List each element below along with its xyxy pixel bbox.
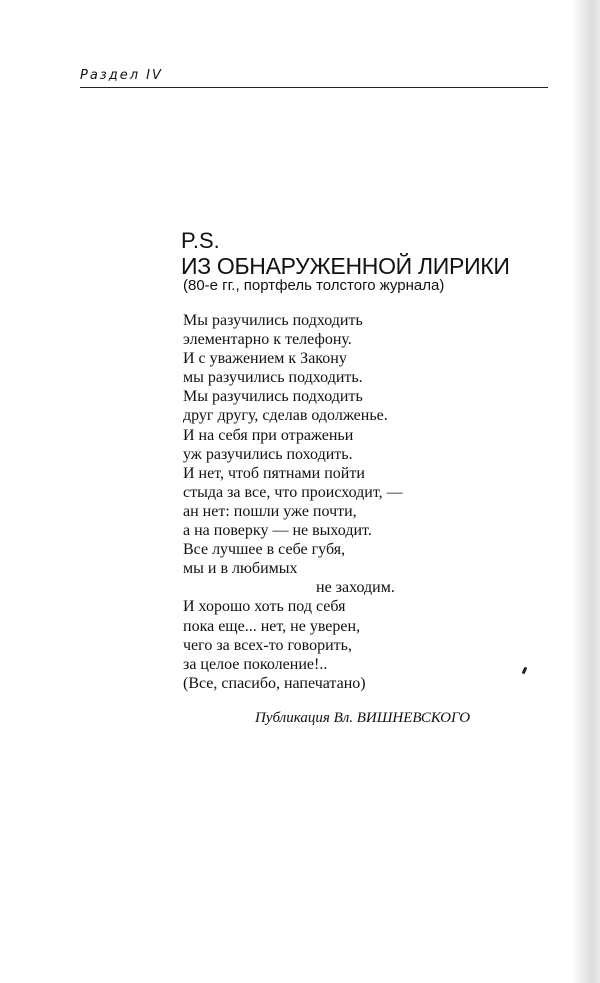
- poem-line: И на себя при отраженьи: [183, 426, 354, 444]
- poem-line: мы разучились подходить.: [183, 369, 363, 387]
- ps-heading: P.S.: [181, 228, 220, 253]
- publication-credit: Публикация Вл. ВИШНЕВСКОГО: [255, 710, 471, 726]
- poem-line: И нет, чтоб пятнами пойти: [183, 464, 365, 482]
- poem-subtitle: (80-е гг., портфель толстого журнала): [183, 277, 445, 294]
- poem-line: пока еще... нет, не уверен,: [183, 617, 361, 635]
- poem-line-indented: не заходим.: [316, 579, 395, 597]
- poem-title: ИЗ ОБНАРУЖЕННОЙ ЛИРИКИ: [181, 253, 510, 279]
- poem-line: И с уважением к Закону: [183, 350, 347, 368]
- ink-speck: [522, 667, 528, 675]
- poem-line: друг другу, сделав одолженье.: [183, 407, 388, 425]
- poem-line: Мы разучились подходить: [183, 388, 363, 406]
- running-head: Раздел IV: [80, 68, 163, 83]
- poem-line: за целое поколение!..: [183, 655, 328, 673]
- poem-line: Все лучшее в себе губя,: [183, 541, 346, 559]
- poem-line: чего за всех-то говорить,: [183, 636, 352, 654]
- poem-line: а на поверку — не выходит.: [183, 522, 372, 540]
- poem-line: Мы разучились подходить: [183, 312, 363, 329]
- poem-line: мы и в любимых: [183, 560, 298, 578]
- poem-line: элементарно к телефону.: [183, 331, 352, 349]
- page-edge-shadow: [572, 0, 600, 983]
- poem-body: [183, 311, 403, 693]
- poem-line: (Все, спасибо, напечатано): [183, 674, 366, 692]
- poem-line: ан нет: пошли уже почти,: [183, 502, 357, 520]
- poem-line: уж разучились походить.: [183, 445, 353, 463]
- header-rule: [80, 87, 548, 88]
- poem-line: стыда за все, что происходит, —: [183, 483, 403, 501]
- poem-line: И хорошо хоть под себя: [183, 598, 346, 616]
